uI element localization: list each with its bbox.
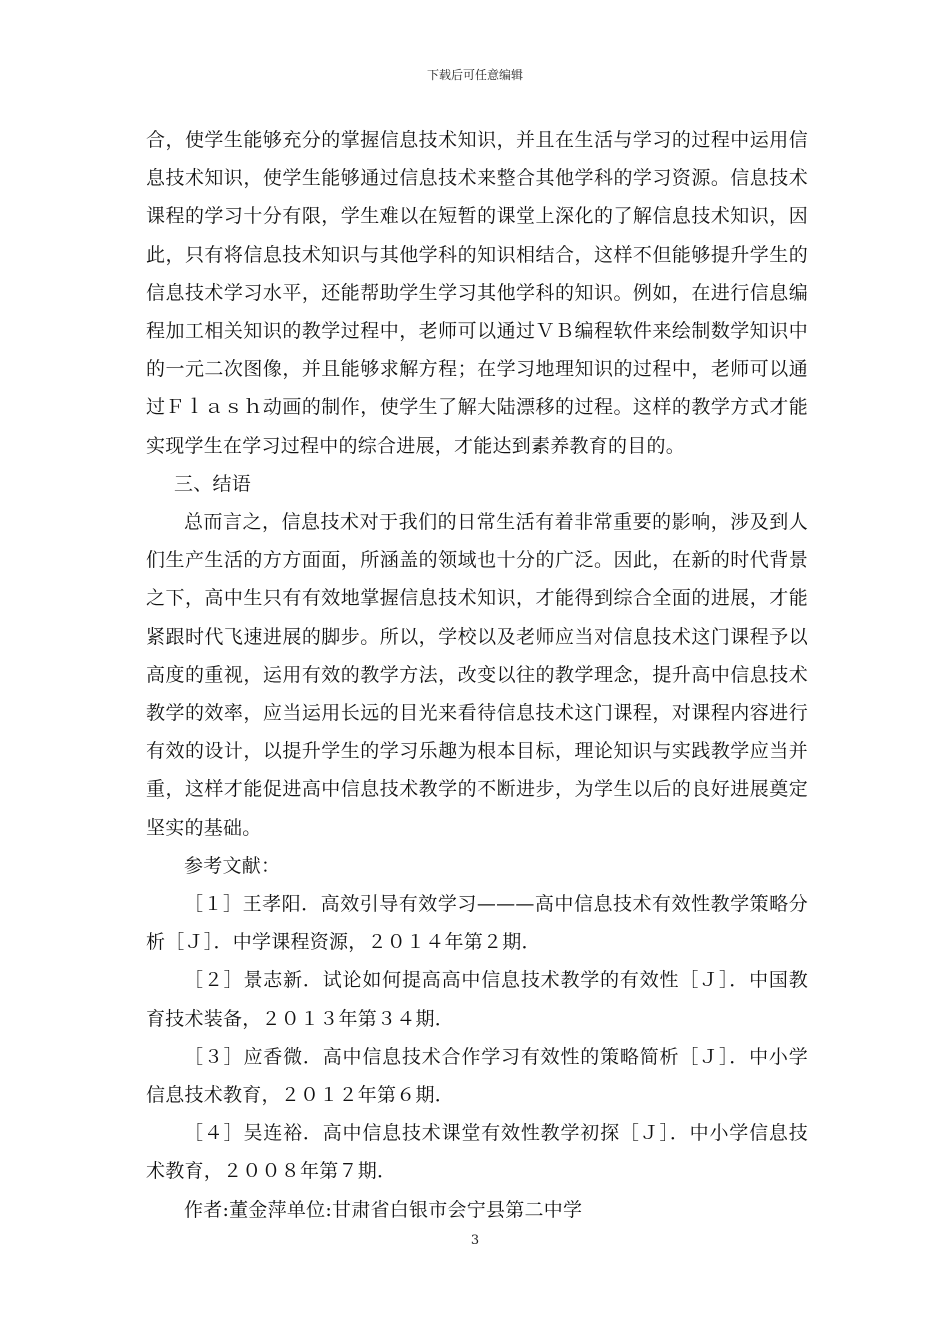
author-line: 作者:董金萍单位:甘肃省白银市会宁县第二中学 bbox=[184, 1198, 583, 1221]
page-number: 3 bbox=[470, 1233, 480, 1248]
references-heading: 参考文献： bbox=[184, 854, 281, 877]
header-note: 下载后可任意编辑 bbox=[426, 68, 523, 82]
reference-item: ［１］王孝阳．高效引导有效学习———高中信息技术有效性教学策略分析［Ｊ］．中学课程资源，２０１４年第２期． bbox=[146, 893, 808, 954]
reference-item: ［３］应香微．高中信息技术合作学习有效性的策略简析［Ｊ］．中小学信息技术教育，２０１２年第６期． bbox=[146, 1045, 808, 1107]
section-heading: 三、结语 bbox=[174, 472, 252, 495]
reference-item: ［２］景志新．试论如何提高高中信息技术教学的有效性［Ｊ］．中国教育技术装备，２０１３年第３４期． bbox=[146, 969, 808, 1030]
document-body bbox=[146, 121, 808, 1229]
body-paragraph: 合，使学生能够充分的掌握信息技术知识，并且在生活与学习的过程中运用信息技术知识，使学生能够通过信息技术来整合其他学科的学习资源。信息技术课程的学习十分有限，学生难以在短暂的课堂上深化的了解信息技术知识，因此，只有将信息技术知识与其他学科的知识相结合，这样不但能够提升学生的信息技术学习水平，还能帮助学生学习其他学科的知识。例如，在进行信息编程加工相关知识的教学过程中，老师可以通过ＶＢ编程软件来绘制数学知识中的一元二次图像，并且能够求解方程；在学习地理知识的过程中，老师可以通过Ｆｌａｓｈ动画的制作，使学生了解大陆漂移的过程。这样的教学方式才能实现学生在学习过程中的综合进展，才能达到素养教育的目的。 bbox=[146, 129, 808, 457]
body-paragraph: 总而言之，信息技术对于我们的日常生活有着非常重要的影响，涉及到人们生产生活的方方面面，所涵盖的领域也十分的广泛。因此，在新的时代背景之下，高中生只有有效地掌握信息技术知识，才能得到综合全面的进展，才能紧跟时代飞速进展的脚步。所以，学校以及老师应当对信息技术这门课程予以高度的重视，运用有效的教学方法，改变以往的教学理念，提升高中信息技术教学的效率，应当运用长远的目光来看待信息技术这门课程，对课程内容进行有效的设计，以提升学生的学习乐趣为根本目标，理论知识与实践教学应当并重，这样才能促进高中信息技术教学的不断进步，为学生以后的良好进展奠定坚实的基础。 bbox=[146, 511, 808, 839]
reference-item: ［４］吴连裕．高中信息技术课堂有效性教学初探［Ｊ］．中小学信息技术教育，２００８年第７期． bbox=[146, 1122, 808, 1183]
